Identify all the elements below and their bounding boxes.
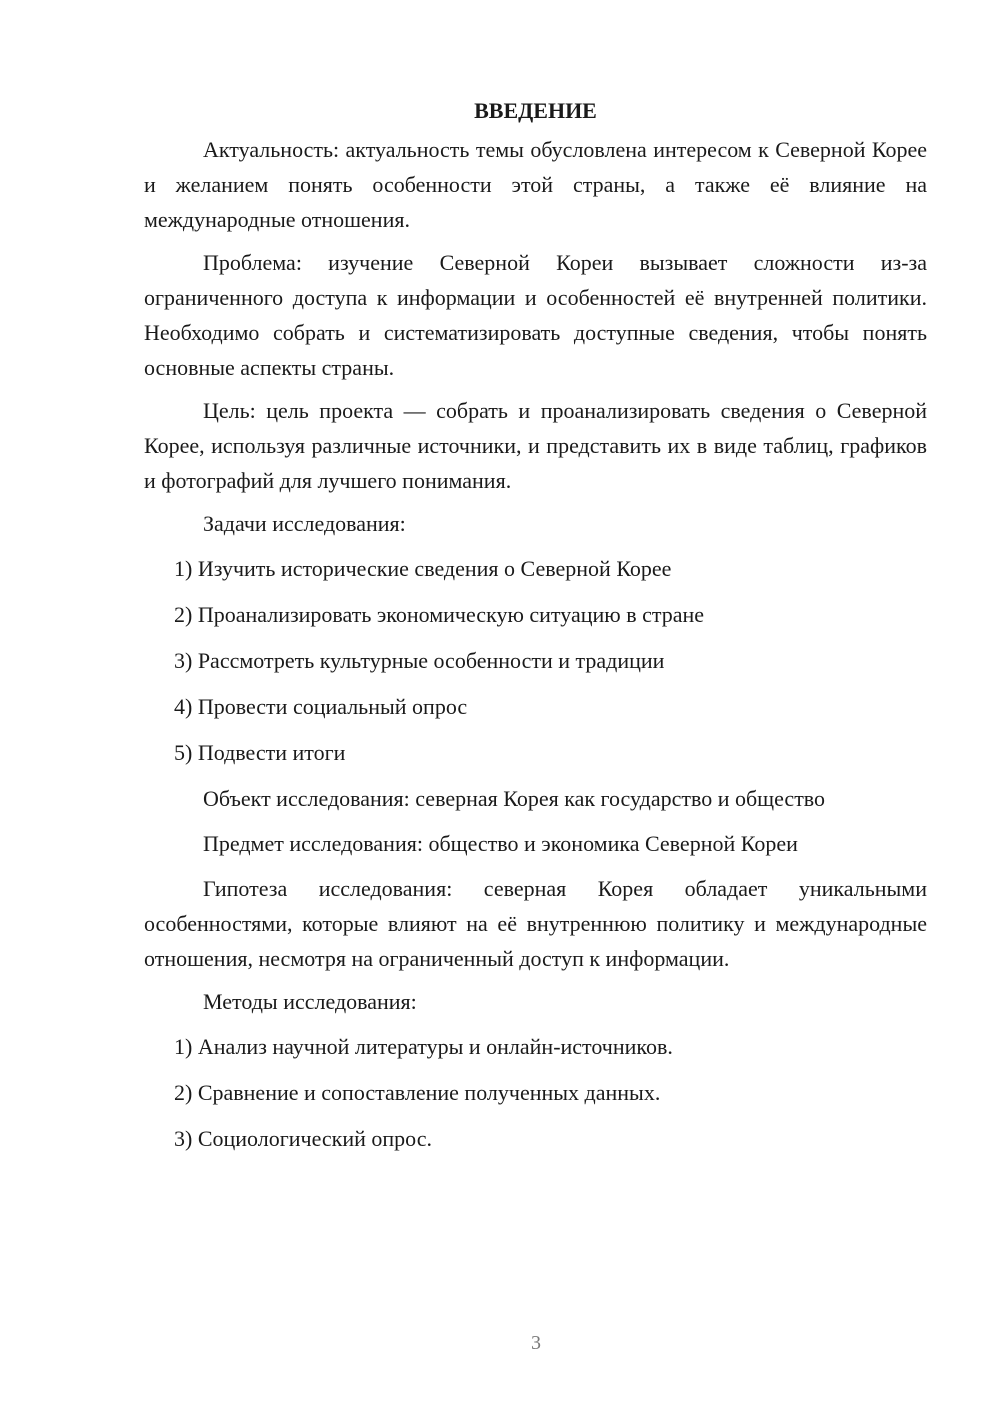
tasks-heading: Задачи исследования:: [203, 511, 406, 536]
task-item: 1) Изучить исторические сведения о Северной Корее: [174, 556, 672, 581]
section-title: ВВЕДЕНИЕ: [474, 98, 597, 123]
method-item: 1) Анализ научной литературы и онлайн-источников.: [174, 1034, 673, 1059]
relevance-paragraph: Актуальность: актуальность темы обусловлена интересом к Северной Корее и желанием понять особенности этой страны, а также её влияние на международные отношения.: [144, 137, 927, 232]
goal-paragraph: Цель: цель проекта — собрать и проанализировать сведения о Северной Корее, используя различные источники, и представить их в виде таблиц, графиков и фотографий для лучшего понимания.: [144, 398, 927, 493]
page-content: [144, 94, 927, 1167]
task-item: 3) Рассмотреть культурные особенности и традиции: [174, 648, 665, 673]
method-item: 3) Социологический опрос.: [174, 1126, 432, 1151]
methods-heading: Методы исследования:: [203, 989, 417, 1014]
problem-paragraph: Проблема: изучение Северной Кореи вызывает сложности из-за ограниченного доступа к информации и особенностей её внутренней политики. Необходимо собрать и систематизировать доступные сведения, чтобы понять основные аспекты страны.: [144, 250, 927, 380]
task-item: 5) Подвести итоги: [174, 740, 346, 765]
task-item: 2) Проанализировать экономическую ситуацию в стране: [174, 602, 705, 627]
research-subject: Предмет исследования: общество и экономика Северной Кореи: [203, 831, 798, 856]
research-object: Объект исследования: северная Корея как государство и общество: [203, 786, 826, 811]
method-item: 2) Сравнение и сопоставление полученных данных.: [174, 1080, 661, 1105]
page-number: 3: [531, 1332, 541, 1354]
task-item: 4) Провести социальный опрос: [174, 694, 468, 719]
hypothesis-paragraph: Гипотеза исследования: северная Корея обладает уникальными особенностями, которые влияют на её внутреннюю политику и международные отношения, несмотря на ограниченный доступ к информации.: [144, 876, 927, 971]
